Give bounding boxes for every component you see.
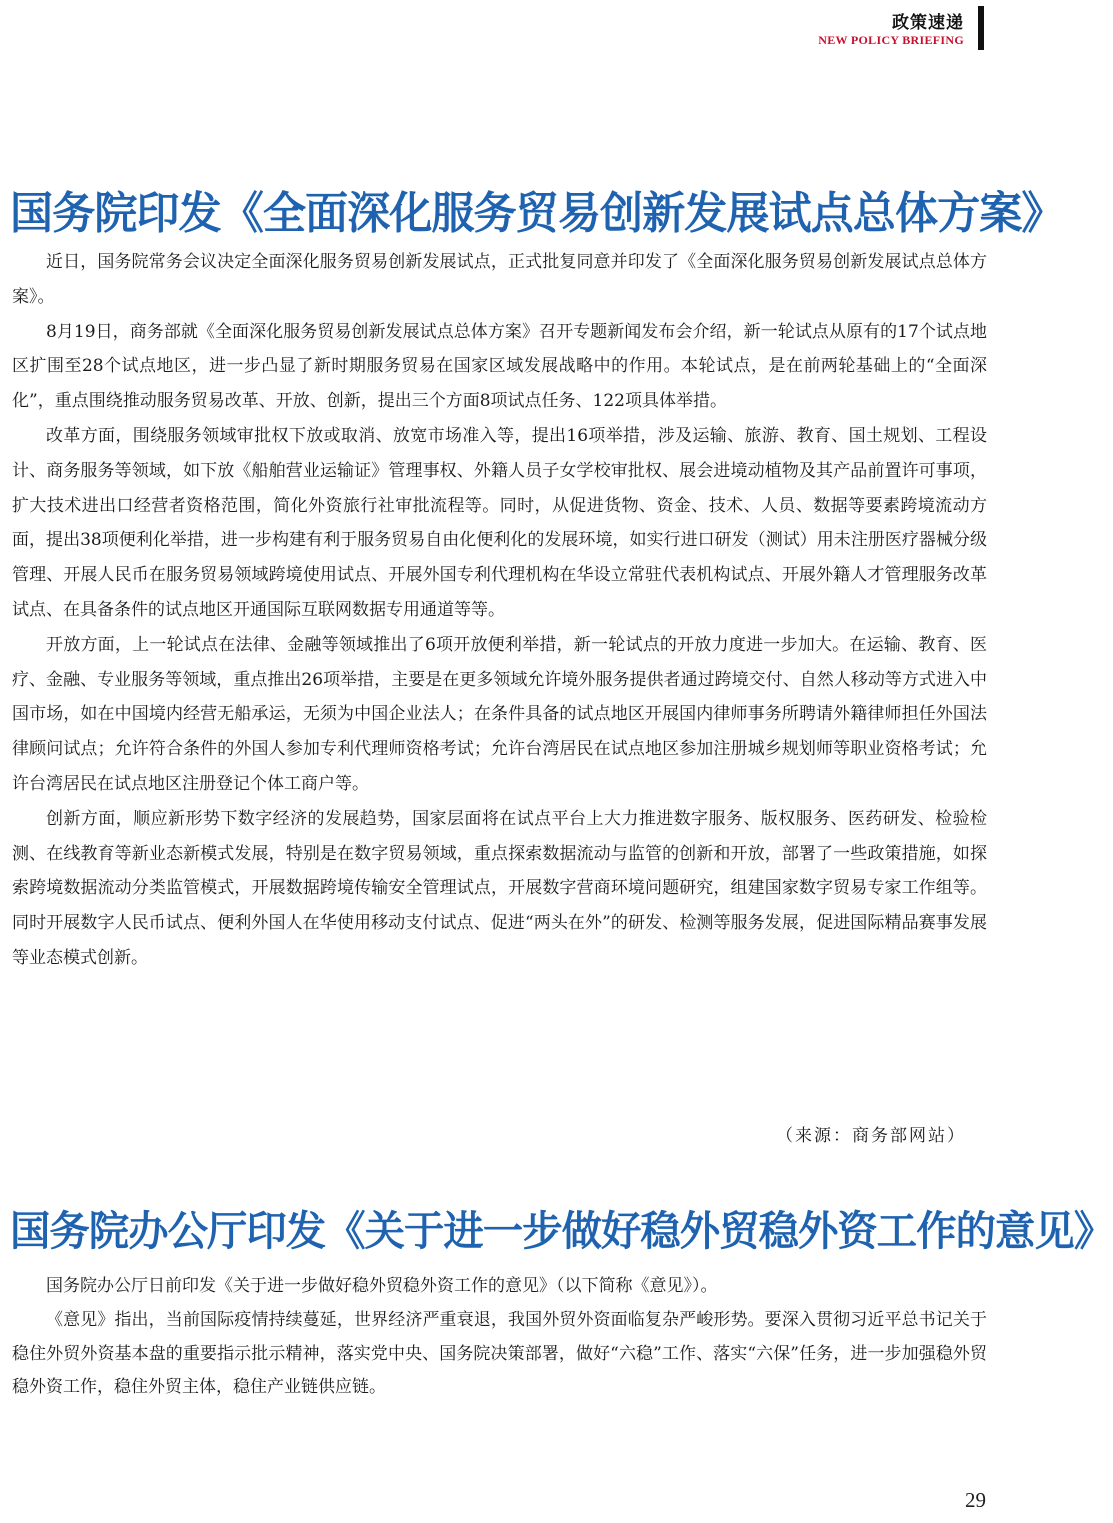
article1-paragraph: 开放方面，上一轮试点在法律、金融等领域推出了6项开放便利举措，新一轮试点的开放力度进一步加大。在运输、教育、医疗、金融、专业服务等领域，重点推出26项举措，主要是在更多领域允许境外服务提供者通过跨境交付、自然人移动等方式进入中国市场，如在中国境内经营无船承运，无须为中国企业法人；在条件具备的试点地区开展国内律师事务所聘请外籍律师担任外国法律顾问试点；允许符合条件的外国人参加专利代理师资格考试；允许台湾居民在试点地区参加注册城乡规划师等职业资格考试；允许台湾居民在试点地区注册登记个体工商户等。	[12, 634, 987, 794]
article1-body	[12, 245, 987, 976]
article1-source: （来源：商务部网站）	[776, 1126, 966, 1146]
section-title-en: NEW POLICY BRIEFING	[818, 33, 964, 47]
article2-title: 国务院办公厅印发《关于进一步做好稳外贸稳外资工作的意见》	[10, 1207, 1113, 1255]
article2-paragraph: 国务院办公厅日前印发《关于进一步做好稳外贸稳外资工作的意见》（以下简称《意见》）。	[46, 1276, 718, 1296]
article1-paragraph: 近日，国务院常务会议决定全面深化服务贸易创新发展试点，正式批复同意并印发了《全面深化服务贸易创新发展试点总体方案》。	[12, 252, 987, 307]
header-bar	[978, 6, 984, 50]
section-header	[744, 6, 984, 46]
article2-body	[12, 1270, 987, 1405]
article1-paragraph: 创新方面，顺应新形势下数字经济的发展趋势，国家层面将在试点平台上大力推进数字服务、版权服务、医药研发、检验检测、在线教育等新业态新模式发展，特别是在数字贸易领域，重点探索数据流动与监管的创新和开放，部署了一些政策措施，如探索跨境数据流动分类监管模式，开展数据跨境传输安全管理试点，开展数字营商环境问题研究，组建国家数字贸易专家工作组等。同时开展数字人民币试点、便利外国人在华使用移动支付试点、促进“两头在外”的研发、检测等服务发展，促进国际精品赛事发展等业态模式创新。	[12, 808, 987, 968]
article1-paragraph: 8月19日，商务部就《全面深化服务贸易创新发展试点总体方案》召开专题新闻发布会介绍，新一轮试点从原有的17个试点地区扩围至28个试点地区，进一步凸显了新时期服务贸易在国家区域发展战略中的作用。本轮试点，是在前两轮基础上的“全面深化”，重点围绕推动服务贸易改革、开放、创新，提出三个方面8项试点任务、122项具体举措。	[12, 321, 987, 412]
article2-paragraph: 《意见》指出，当前国际疫情持续蔓延，世界经济严重衰退，我国外贸外资面临复杂严峻形势。要深入贯彻习近平总书记关于稳住外贸外资基本盘的重要指示批示精神，落实党中央、国务院决策部署，做好“六稳”工作、落实“六保”任务，进一步加强稳外贸稳外资工作，稳住外贸主体，稳住产业链供应链。	[12, 1309, 987, 1398]
section-title-zh: 政策速递	[892, 13, 964, 33]
page-number: 29	[965, 1488, 986, 1512]
article1-paragraph: 改革方面，围绕服务领域审批权下放或取消、放宽市场准入等，提出16项举措，涉及运输、旅游、教育、国土规划、工程设计、商务服务等领域，如下放《船舶营业运输证》管理事权、外籍人员子女学校审批权、展会进境动植物及其产品前置许可事项，扩大技术进出口经营者资格范围，简化外资旅行社审批流程等。同时，从促进货物、资金、技术、人员、数据等要素跨境流动方面，提出38项便利化举措，进一步构建有利于服务贸易自由化便利化的发展环境，如实行进口研发（测试）用未注册医疗器械分级管理、开展人民币在服务贸易领域跨境使用试点、开展外国专利代理机构在华设立常驻代表机构试点、开展外籍人才管理服务改革试点、在具备条件的试点地区开通国际互联网数据专用通道等等。	[12, 425, 987, 620]
article1-title: 国务院印发《全面深化服务贸易创新发展试点总体方案》	[10, 188, 1064, 239]
